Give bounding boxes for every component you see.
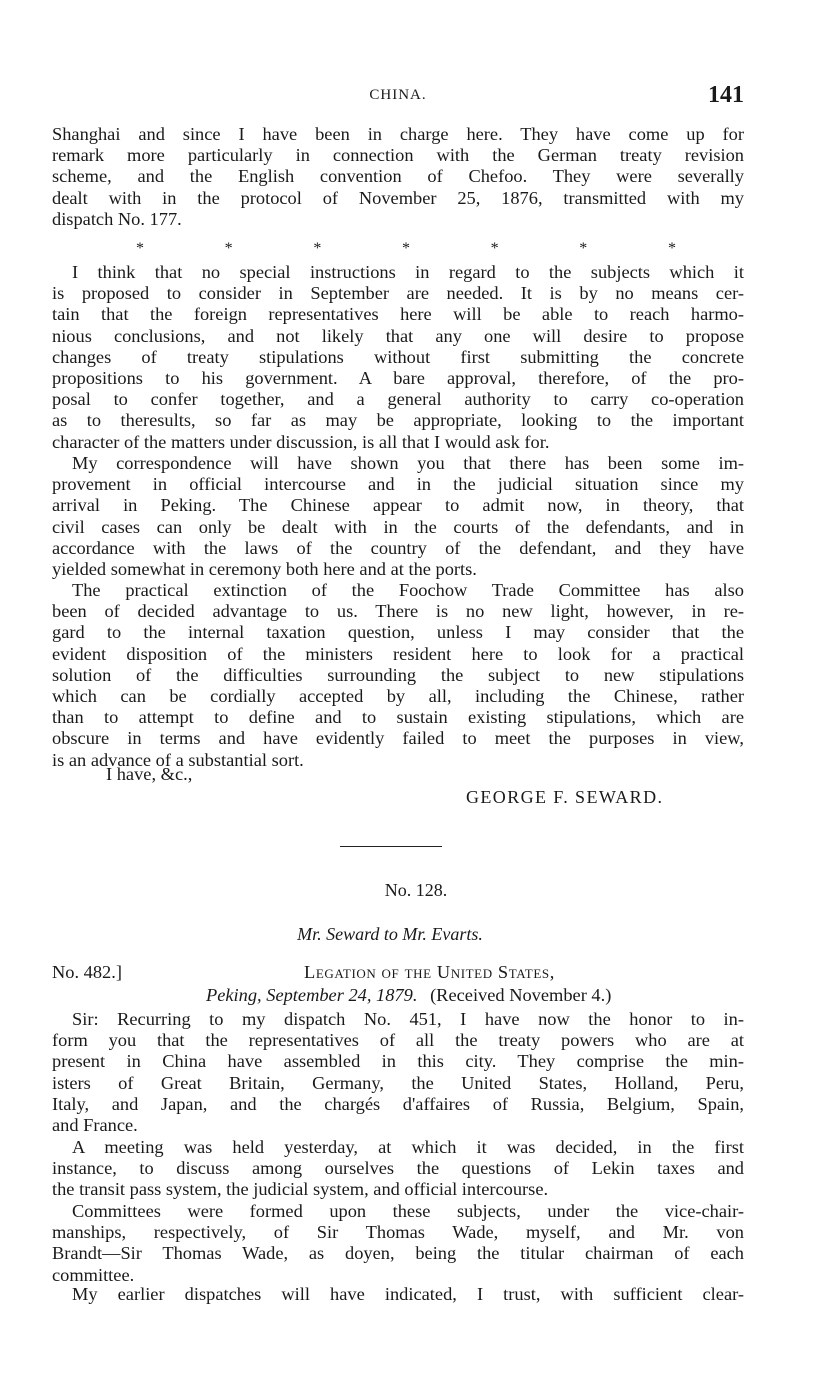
letter-heading: Mr. Seward to Mr. Evarts. (297, 924, 483, 944)
running-title: CHINA. (369, 87, 427, 103)
legation-line: Legation of the United States, (304, 962, 555, 982)
text-line: Shanghai and since I have been in charge here. They have come up for (52, 124, 744, 144)
document-number: No. 128. (384, 880, 448, 900)
text-line: My earlier dispatches will have indicated, I trust, with sufficient clear- (72, 1284, 744, 1304)
text-line: obscure in terms and have evidently failed to meet the purposes in view, (52, 728, 744, 749)
text-line: form you that the representatives of all the treaty powers who are at (52, 1030, 744, 1051)
text-line: propositions to his government. A bare approval, therefore, of the pro- (52, 368, 744, 389)
date-line (206, 985, 611, 1006)
paragraph-instructions (52, 262, 744, 453)
text-line: A meeting was held yesterday, at which it was decided, in the first (72, 1137, 744, 1157)
text-line: tain that the foreign representatives here will be able to reach harmo- (52, 304, 744, 325)
text-line: is proposed to consider in September are needed. It is by no means cer- (52, 283, 744, 304)
text-line: evident disposition of the ministers resident here to look for a practical (52, 643, 744, 664)
text-line: Committees were formed upon these subjects, under the vice-chair- (72, 1201, 744, 1221)
text-line: remark more particularly in connection with the German treaty revision (52, 145, 744, 166)
text-line: isters of Great Britain, Germany, the United States, Holland, Peru, (52, 1072, 744, 1093)
star: * (313, 240, 322, 257)
text-line: is an advance of a substantial sort. (52, 749, 304, 770)
text-line: dispatch No. 177. (52, 208, 182, 229)
received-note: (Received November 4.) (430, 985, 612, 1005)
paragraph-sir (52, 1009, 744, 1136)
text-line: scheme, and the English convention of Chefoo. They were severally (52, 166, 744, 187)
star: * (401, 240, 410, 257)
paragraph-earlier-dispatches (52, 1284, 744, 1305)
page-number: 141 (708, 82, 744, 108)
paragraph-committees (52, 1201, 744, 1286)
text-line: committee. (52, 1264, 135, 1285)
running-header (52, 84, 744, 108)
text-line: character of the matters under discussion, is all that I would ask for. (52, 431, 550, 452)
date-place: Peking, September 24, 1879. (206, 985, 418, 1005)
text-line: been of decided advantage to us. There is no new light, however, in re- (52, 601, 744, 622)
text-line: present in China have assembled in this city. They comprise the min- (52, 1051, 744, 1072)
text-line: the transit pass system, the judicial system, and official intercourse. (52, 1179, 549, 1200)
closing-salutation: I have, &c., (106, 764, 193, 784)
text-line: instance, to discuss among ourselves the questions of Lekin taxes and (52, 1158, 744, 1179)
dispatch-number: No. 482.] (52, 962, 122, 982)
text-line: provement in official intercourse and in the judicial situation since my (52, 474, 744, 495)
star: * (579, 240, 588, 257)
star: * (667, 240, 676, 257)
text-line: changes of treaty stipulations without first submitting the concrete (52, 346, 744, 367)
text-line: dealt with in the protocol of November 25, 1876, transmitted with my (52, 187, 744, 208)
section-divider (340, 846, 442, 847)
star: * (490, 240, 499, 257)
text-line: civil cases can only be dealt with in the courts of the defendants, and in (52, 516, 744, 537)
text-line: as to theresults, so far as may be appropriate, looking to the important (52, 410, 744, 431)
text-line: My correspondence will have shown you that there has been some im- (72, 453, 744, 473)
text-line: which can be cordially accepted by all, including the Chinese, rather (52, 686, 744, 707)
text-line: nious conclusions, and not likely that any one will desire to propose (52, 325, 744, 346)
text-line: manships, respectively, of Sir Thomas Wade, myself, and Mr. von (52, 1222, 744, 1243)
paragraph-foochow (52, 580, 744, 771)
text-line: Brandt—Sir Thomas Wade, as doyen, being the titular chairman of each (52, 1243, 744, 1264)
text-line: arrival in Peking. The Chinese appear to admit now, in theory, that (52, 495, 744, 516)
paragraph-continuation (52, 124, 744, 230)
paragraph-correspondence (52, 453, 744, 580)
text-line: Italy, and Japan, and the chargés d'affaires of Russia, Belgium, Spain, (52, 1093, 744, 1114)
paragraph-meeting (52, 1137, 744, 1201)
text-line: than to attempt to define and to sustain existing stipulations, which are (52, 707, 744, 728)
star: * (224, 240, 233, 257)
text-line: accordance with the laws of the country of the defendant, and they have (52, 537, 744, 558)
star: * (136, 240, 144, 257)
text-line: Sir: Recurring to my dispatch No. 451, I have now the honor to in- (72, 1009, 744, 1029)
text-line: and France. (52, 1115, 138, 1136)
signature: GEORGE F. SEWARD. (466, 787, 664, 807)
text-line: gard to the internal taxation question, unless I may consider that the (52, 622, 744, 643)
text-line: The practical extinction of the Foochow Trade Committee has also (72, 580, 744, 600)
ellipsis-stars (136, 240, 676, 258)
text-line: posal to confer together, and a general authority to carry co-operation (52, 389, 744, 410)
text-line: I think that no special instructions in regard to the subjects which it (72, 262, 744, 282)
text-line: yielded somewhat in ceremony both here and at the ports. (52, 559, 477, 580)
text-line: solution of the difficulties surrounding the subject to new stipulations (52, 664, 744, 685)
